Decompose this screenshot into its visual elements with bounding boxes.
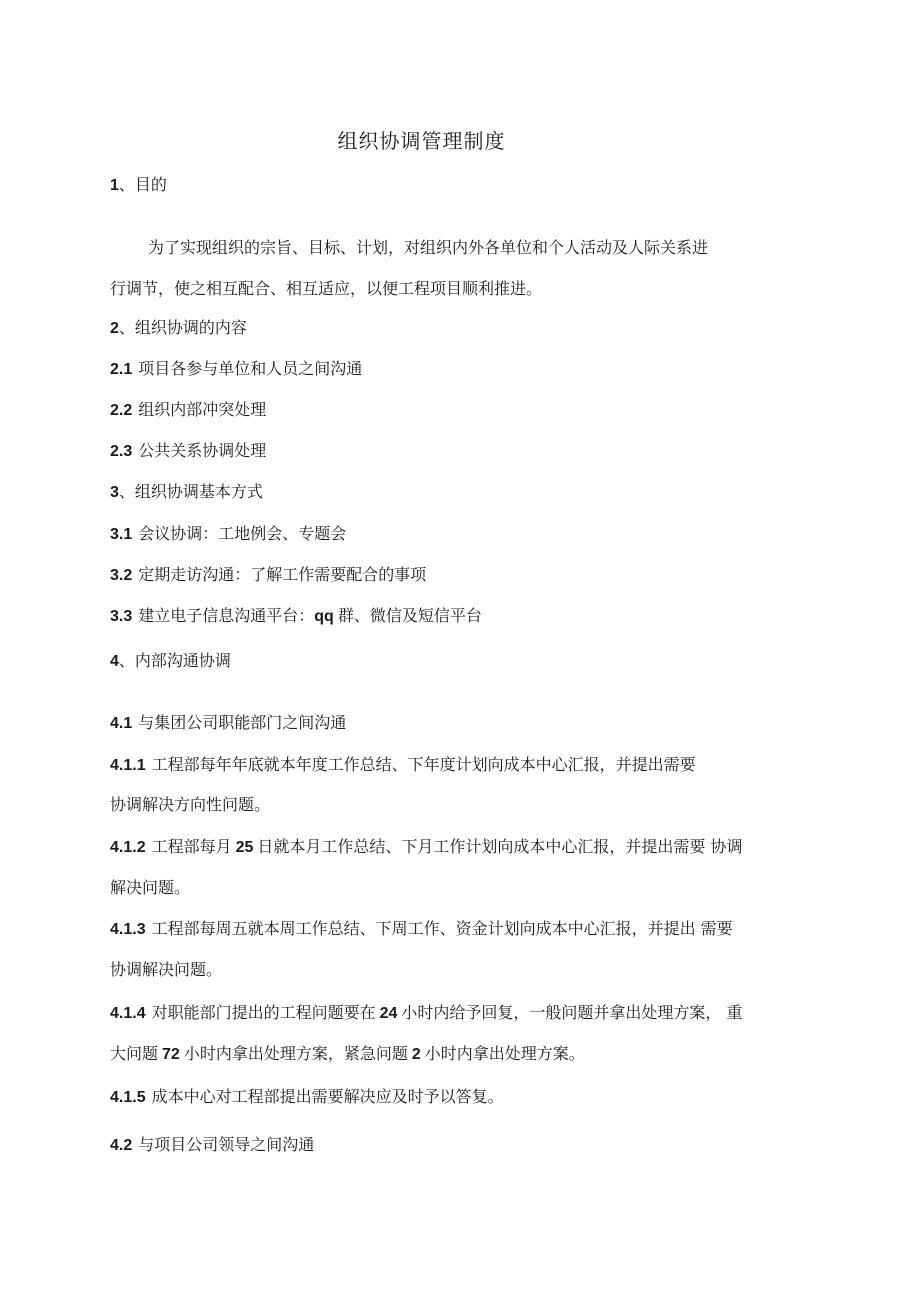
item-text: 组织内部冲突处理 bbox=[138, 400, 267, 419]
heading-1 bbox=[110, 174, 167, 197]
item-4-1-4-line1 bbox=[110, 1002, 743, 1025]
item-bold-text: 2 bbox=[411, 1046, 421, 1063]
item-2-1 bbox=[110, 358, 362, 381]
heading-number: 2 bbox=[110, 320, 119, 337]
item-4-1-3-line1 bbox=[110, 918, 733, 941]
item-4-1-2-line1 bbox=[110, 836, 743, 859]
item-number: 2.1 bbox=[110, 361, 133, 378]
item-number: 4.1.4 bbox=[110, 1005, 146, 1022]
item-bold-text: 25 bbox=[235, 839, 254, 856]
heading-number: 3 bbox=[110, 484, 119, 501]
item-text: 小时内拿出处理方案。 bbox=[424, 1044, 585, 1063]
item-2-2 bbox=[110, 399, 266, 422]
item-text: 大问题 bbox=[110, 1044, 159, 1063]
item-text: 定期走访沟通：了解工作需要配合的事项 bbox=[138, 565, 427, 584]
paragraph-purpose-line1: 为了实现组织的宗旨、目标、计划，对组织内外各单位和个人活动及人际关系进 bbox=[148, 238, 709, 257]
item-text: 项目各参与单位和人员之间沟通 bbox=[138, 359, 363, 378]
item-bold-text: 72 bbox=[162, 1046, 180, 1063]
heading-number: 1 bbox=[110, 177, 119, 194]
item-number: 3.1 bbox=[110, 526, 133, 543]
item-bold-text: qq bbox=[314, 608, 334, 625]
item-4-2 bbox=[110, 1134, 314, 1157]
item-text: 工程部每年年底就本年度工作总结、下年度计划向成本中心汇报，并提出需要 bbox=[151, 755, 696, 774]
item-4-1-5 bbox=[110, 1086, 504, 1109]
heading-text: 、组织协调的内容 bbox=[118, 318, 247, 337]
heading-text: 、目的 bbox=[118, 175, 167, 194]
item-text: 小时内拿出处理方案，紧急问题 bbox=[183, 1044, 408, 1063]
item-text: 小时内给予回复，一般问题并拿出处理方案， 重 bbox=[401, 1003, 743, 1022]
heading-text: 、组织协调基本方式 bbox=[118, 482, 263, 501]
heading-number: 4 bbox=[110, 653, 119, 670]
paragraph-purpose-line2: 行调节，使之相互配合、相互适应，以便工程项目顺利推进。 bbox=[110, 279, 543, 298]
item-4-1 bbox=[110, 712, 346, 735]
item-number: 4.1.2 bbox=[110, 839, 146, 856]
item-number: 4.1.5 bbox=[110, 1089, 146, 1106]
item-text: 对职能部门提出的工程问题要在 bbox=[151, 1003, 376, 1022]
heading-text: 、内部沟通协调 bbox=[118, 651, 231, 670]
item-number: 2.3 bbox=[110, 443, 133, 460]
item-4-1-3-line2: 协调解决问题。 bbox=[110, 960, 223, 979]
item-bold-text: 24 bbox=[379, 1005, 398, 1022]
item-number: 3.3 bbox=[110, 608, 133, 625]
item-3-3 bbox=[110, 605, 482, 628]
item-text: 群、微信及短信平台 bbox=[337, 606, 482, 625]
item-3-2 bbox=[110, 564, 426, 587]
item-text: 公共关系协调处理 bbox=[138, 441, 267, 460]
item-number: 4.1.3 bbox=[110, 921, 146, 938]
item-2-3 bbox=[110, 440, 266, 463]
item-number: 4.1.1 bbox=[110, 757, 146, 774]
item-4-1-1-line1 bbox=[110, 754, 696, 777]
document-title: 组织协调管理制度 bbox=[337, 129, 506, 153]
item-number: 4.1 bbox=[110, 715, 133, 732]
item-text: 与项目公司领导之间沟通 bbox=[138, 1135, 315, 1154]
heading-2 bbox=[110, 317, 247, 340]
heading-3 bbox=[110, 481, 263, 504]
item-number: 3.2 bbox=[110, 567, 133, 584]
item-text: 日就本月工作总结、下月工作计划向成本中心汇报，并提出需要 协调 bbox=[257, 837, 743, 856]
heading-4 bbox=[110, 650, 231, 673]
item-text: 工程部每周五就本周工作总结、下周工作、资金计划向成本中心汇报，并提出 需要 bbox=[151, 919, 733, 938]
item-3-1 bbox=[110, 523, 346, 546]
item-text: 工程部每月 bbox=[151, 837, 232, 856]
item-text: 会议协调：工地例会、专题会 bbox=[138, 524, 347, 543]
item-number: 4.2 bbox=[110, 1137, 133, 1154]
item-4-1-1-line2: 协调解决方向性问题。 bbox=[110, 795, 271, 814]
item-text: 与集团公司职能部门之间沟通 bbox=[138, 713, 347, 732]
item-4-1-4-line2 bbox=[110, 1043, 585, 1066]
item-text: 建立电子信息沟通平台： bbox=[138, 606, 315, 625]
item-number: 2.2 bbox=[110, 402, 133, 419]
item-text: 成本中心对工程部提出需要解决应及时予以答复。 bbox=[151, 1087, 504, 1106]
item-4-1-2-line2: 解决问题。 bbox=[110, 878, 191, 897]
